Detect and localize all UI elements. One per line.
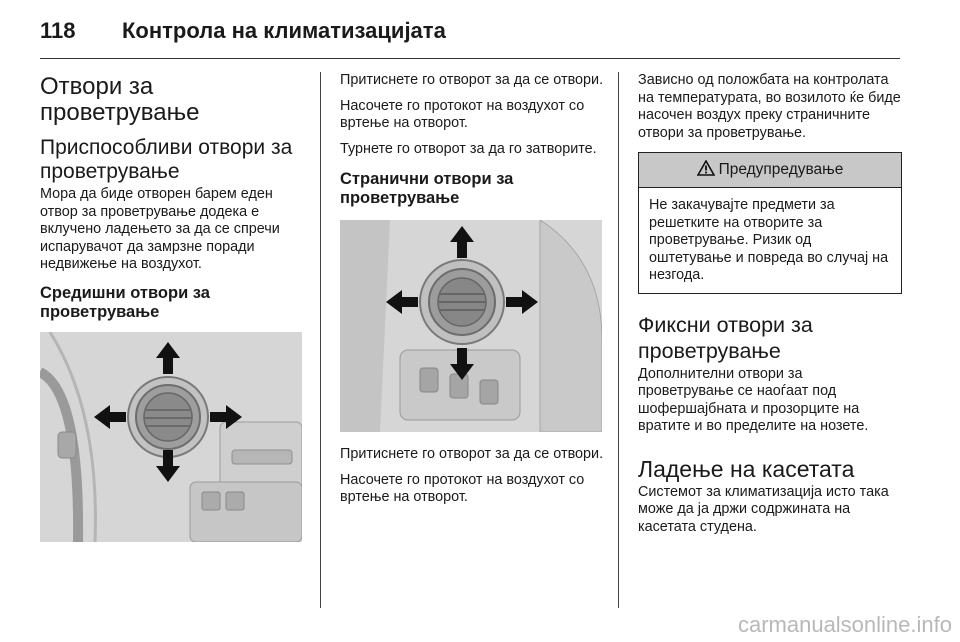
column-2 <box>340 72 604 515</box>
column-1 <box>40 72 304 542</box>
running-title: Контрола на климатизацијата <box>122 18 446 43</box>
paragraph-open-vent: Притиснете го отворот за да се отвори. <box>340 72 604 88</box>
subheading-center-vents: Средишни отвори за проветрување <box>40 283 210 321</box>
section-heading-fixed-vents: Фиксни отвори за проветрување <box>638 312 813 363</box>
watermark: carmanualsonline.info <box>737 612 952 637</box>
warning-title: Предупредување <box>718 161 844 178</box>
header-rule <box>40 58 900 59</box>
page-number: 118 <box>40 18 76 43</box>
warning-header <box>639 153 901 188</box>
figure-center-vent <box>40 332 302 542</box>
warning-icon <box>697 160 715 181</box>
paragraph-fixed-vents: Дополнителни отвори за проветрување се наоѓаат под шофершајбната и прозорците на вратите и во пределите на нозете. <box>638 365 869 434</box>
subheading-side-vents: Странични отвори за проветрување <box>340 170 514 207</box>
section-heading-vents: Отвори за проветрување <box>40 73 200 126</box>
paragraph-temperature-position: Зависно од положбата на контролата на температурата, во возилото ќе биде насочен воздух преку страничните отвори за проветрување. <box>638 72 901 141</box>
column-3 <box>638 72 902 544</box>
section-heading-cooling: Ладење на касетата <box>638 455 855 482</box>
figure-side-vent <box>340 220 602 432</box>
paragraph-direct-side-airflow: Насочете го протокот на воздухот со вртење на отворот. <box>340 471 585 505</box>
column-divider <box>618 72 619 608</box>
paragraph-direct-airflow: Насочете го протокот на воздухот со вртење на отворот. <box>340 97 585 131</box>
warning-text: Не закачувајте предмети за решетките на отворите за проветрување. Ризик од оштетување и повреда во случај на незгода. <box>649 197 889 283</box>
page-header <box>40 14 920 54</box>
paragraph-open-side-vent: Притиснете го отворот за да се отвори. <box>340 446 604 462</box>
paragraph-cooling: Системот за климатизација исто така може да ја држи содржината на касетата студена. <box>638 483 889 535</box>
paragraph-adjustable: Мора да биде отворен барем еден отвор за проветрување додека е вклучено ладењето за да се спречи испарувачот да замрзне поради недвижење на воздухот. <box>40 186 280 272</box>
paragraph-close-vent: Турнете го отворот за да го затворите. <box>340 140 597 157</box>
section-heading-adjustable: Приспособливи отвори за проветрување <box>40 136 293 183</box>
warning-box <box>638 152 902 294</box>
column-divider <box>320 72 321 608</box>
